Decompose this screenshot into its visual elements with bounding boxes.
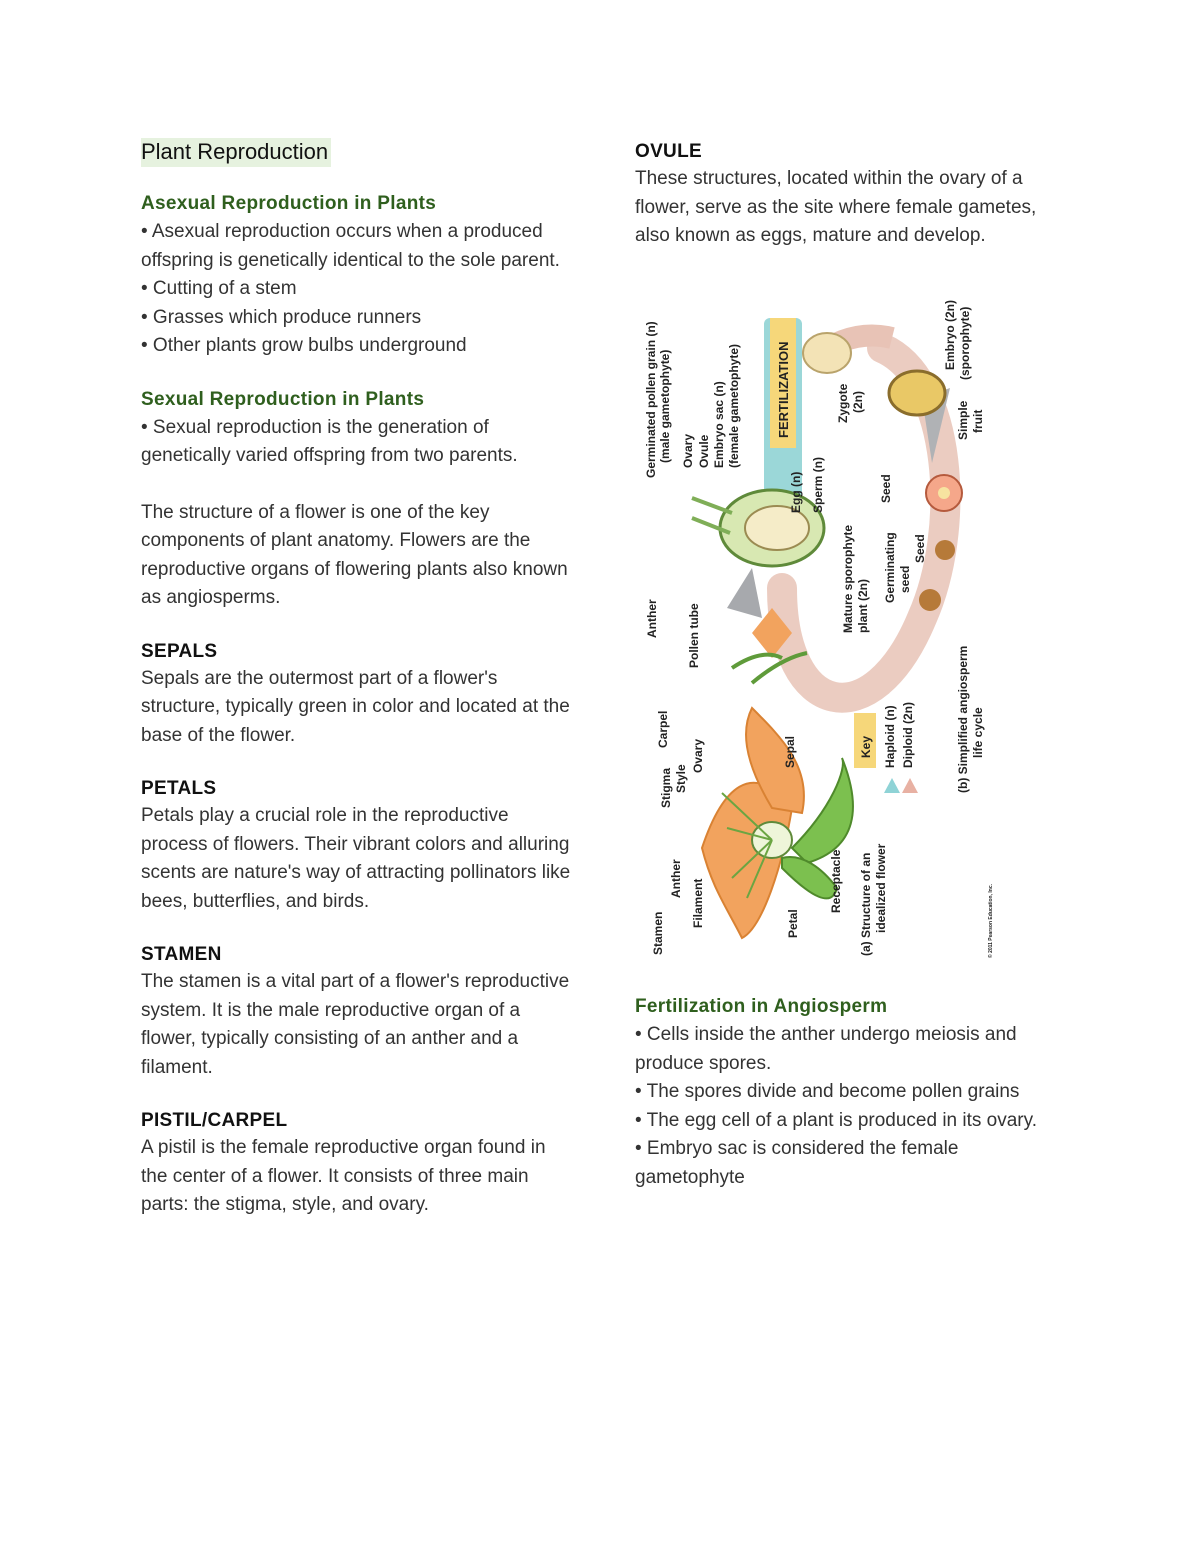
asexual-bullet-2: • Cutting of a stem — [141, 278, 297, 299]
label-structure-1: (a) Structure of an — [859, 852, 873, 956]
ovule-heading: OVULE — [635, 141, 702, 162]
petals-text: Petals play a crucial role in the reproductive process of flowers. Their vibrant colors and alluring scents are nature's way of attracting pollinators like bees, butterflies, and birds. — [141, 805, 571, 912]
label-anther-bottom: Anther — [669, 859, 683, 898]
label-ovary-bottom: Ovary — [691, 738, 705, 773]
label-seed-2: Seed — [913, 534, 927, 563]
label-ovule: Ovule — [697, 434, 711, 468]
label-haploid: Haploid (n) — [883, 705, 897, 768]
label-embryo-sac: Embryo sac (n) — [712, 381, 726, 468]
fert-bullet-3: • The egg cell of a plant is produced in its ovary. — [635, 1109, 1038, 1131]
pistil-heading: PISTIL/CARPEL — [141, 1110, 288, 1131]
asexual-bullet-4: • Other plants grow bulbs underground — [141, 335, 467, 356]
sepals-heading: SEPALS — [141, 640, 218, 662]
embryo-seed — [889, 371, 945, 415]
label-filament: Filament — [691, 878, 705, 928]
right-column-bottom — [635, 996, 1065, 1192]
label-germinating: Germinating — [883, 532, 897, 603]
diploid-arrow — [902, 778, 918, 793]
label-simplified-2: life cycle — [971, 707, 985, 758]
asexual-heading: Asexual Reproduction in Plants — [141, 193, 437, 214]
asexual-bullet-1: • Asexual reproduction occurs when a produced offspring is genetically identical to the sole parent. — [141, 221, 560, 271]
label-sepal: Sepal — [783, 735, 797, 768]
label-germinated-pollen: Germinated pollen grain (n) — [644, 321, 658, 478]
label-mature-1: Mature sporophyte — [841, 524, 855, 633]
label-carpel: Carpel — [656, 710, 670, 748]
label-anther-top: Anther — [645, 599, 659, 638]
label-receptacle: Receptacle — [829, 849, 843, 913]
stamen-heading: STAMEN — [141, 944, 222, 965]
label-petal: Petal — [786, 909, 800, 938]
label-seed-1: Seed — [879, 474, 893, 503]
seed — [935, 540, 955, 560]
fertilization-heading: Fertilization in Angiosperm — [635, 996, 888, 1017]
label-diploid: Diploid (2n) — [901, 702, 915, 768]
right-column-top — [635, 141, 1065, 251]
fert-bullet-4: • Embryo sac is considered the female gametophyte — [635, 1138, 959, 1188]
label-female-gametophyte: (female gametophyte) — [727, 343, 741, 468]
label-pollen-tube: Pollen tube — [687, 603, 701, 668]
ovule-text: These structures, located within the ovary of a flower, serve as the site where female gametes, also known as eggs, mature and develop. — [635, 168, 1037, 246]
label-stigma: Stigma — [659, 767, 673, 808]
label-fruit: fruit — [971, 409, 985, 433]
left-column — [141, 138, 571, 1220]
stamen-text: The stamen is a vital part of a flower's reproductive system. It is the male reproductive organ of a flower, typically consisting of an anther and a filament. — [141, 971, 570, 1078]
label-egg: Egg (n) — [789, 471, 803, 513]
label-mature-2: plant (2n) — [856, 579, 870, 633]
grey-arrow — [727, 568, 762, 618]
label-simplified-1: (b) Simplified angiosperm — [956, 645, 970, 793]
angiosperm-life-cycle-diagram — [632, 288, 1004, 960]
label-stamen: Stamen — [651, 911, 665, 955]
fert-bullet-2: • The spores divide and become pollen grains — [635, 1081, 1020, 1102]
germinating-seed — [919, 589, 941, 611]
key-label: Key — [859, 735, 873, 758]
haploid-arrow — [884, 778, 900, 793]
sexual-heading: Sexual Reproduction in Plants — [141, 388, 425, 410]
label-sperm: Sperm (n) — [811, 456, 825, 513]
label-ovary-top: Ovary — [681, 433, 695, 468]
copyright: © 2011 Pearson Education, Inc. — [988, 884, 994, 958]
pistil-text: A pistil is the female reproductive organ found in the center of a flower. It consists of three main parts: the stigma, style, and ovary. — [141, 1137, 546, 1215]
label-zygote: Zygote — [836, 383, 850, 423]
label-simple: Simple — [956, 400, 970, 440]
label-zygote-ploidy: (2n) — [851, 391, 865, 413]
sexual-bullet: • Sexual reproduction is the generation of genetically varied offspring from two parents. — [141, 416, 518, 466]
label-male-gametophyte: (male gametophyte) — [658, 349, 672, 463]
structure-paragraph: The structure of a flower is one of the key components of plant anatomy. Flowers are the reproductive organs of flowering plants also known as angiosperms. — [141, 501, 568, 608]
fertilization-label: FERTILIZATION — [776, 341, 791, 438]
label-embryo: Embryo (2n) — [943, 299, 957, 370]
seed-dot — [938, 487, 950, 499]
label-structure-2: idealized flower — [874, 843, 888, 933]
sepals-text: Sepals are the outermost part of a flower's structure, typically green in color and located at the base of the flower. — [141, 667, 570, 746]
label-sporophyte: (sporophyte) — [958, 306, 972, 380]
label-style: Style — [674, 764, 688, 793]
label-germinating-seed: seed — [898, 565, 912, 593]
petals-heading: PETALS — [141, 778, 217, 799]
fert-bullet-1: • Cells inside the anther undergo meiosis and produce spores. — [635, 1024, 1017, 1074]
page-title: Plant Reproduction — [141, 138, 331, 167]
asexual-bullet-3: • Grasses which produce runners — [141, 306, 422, 328]
zygote-cell — [803, 333, 851, 373]
